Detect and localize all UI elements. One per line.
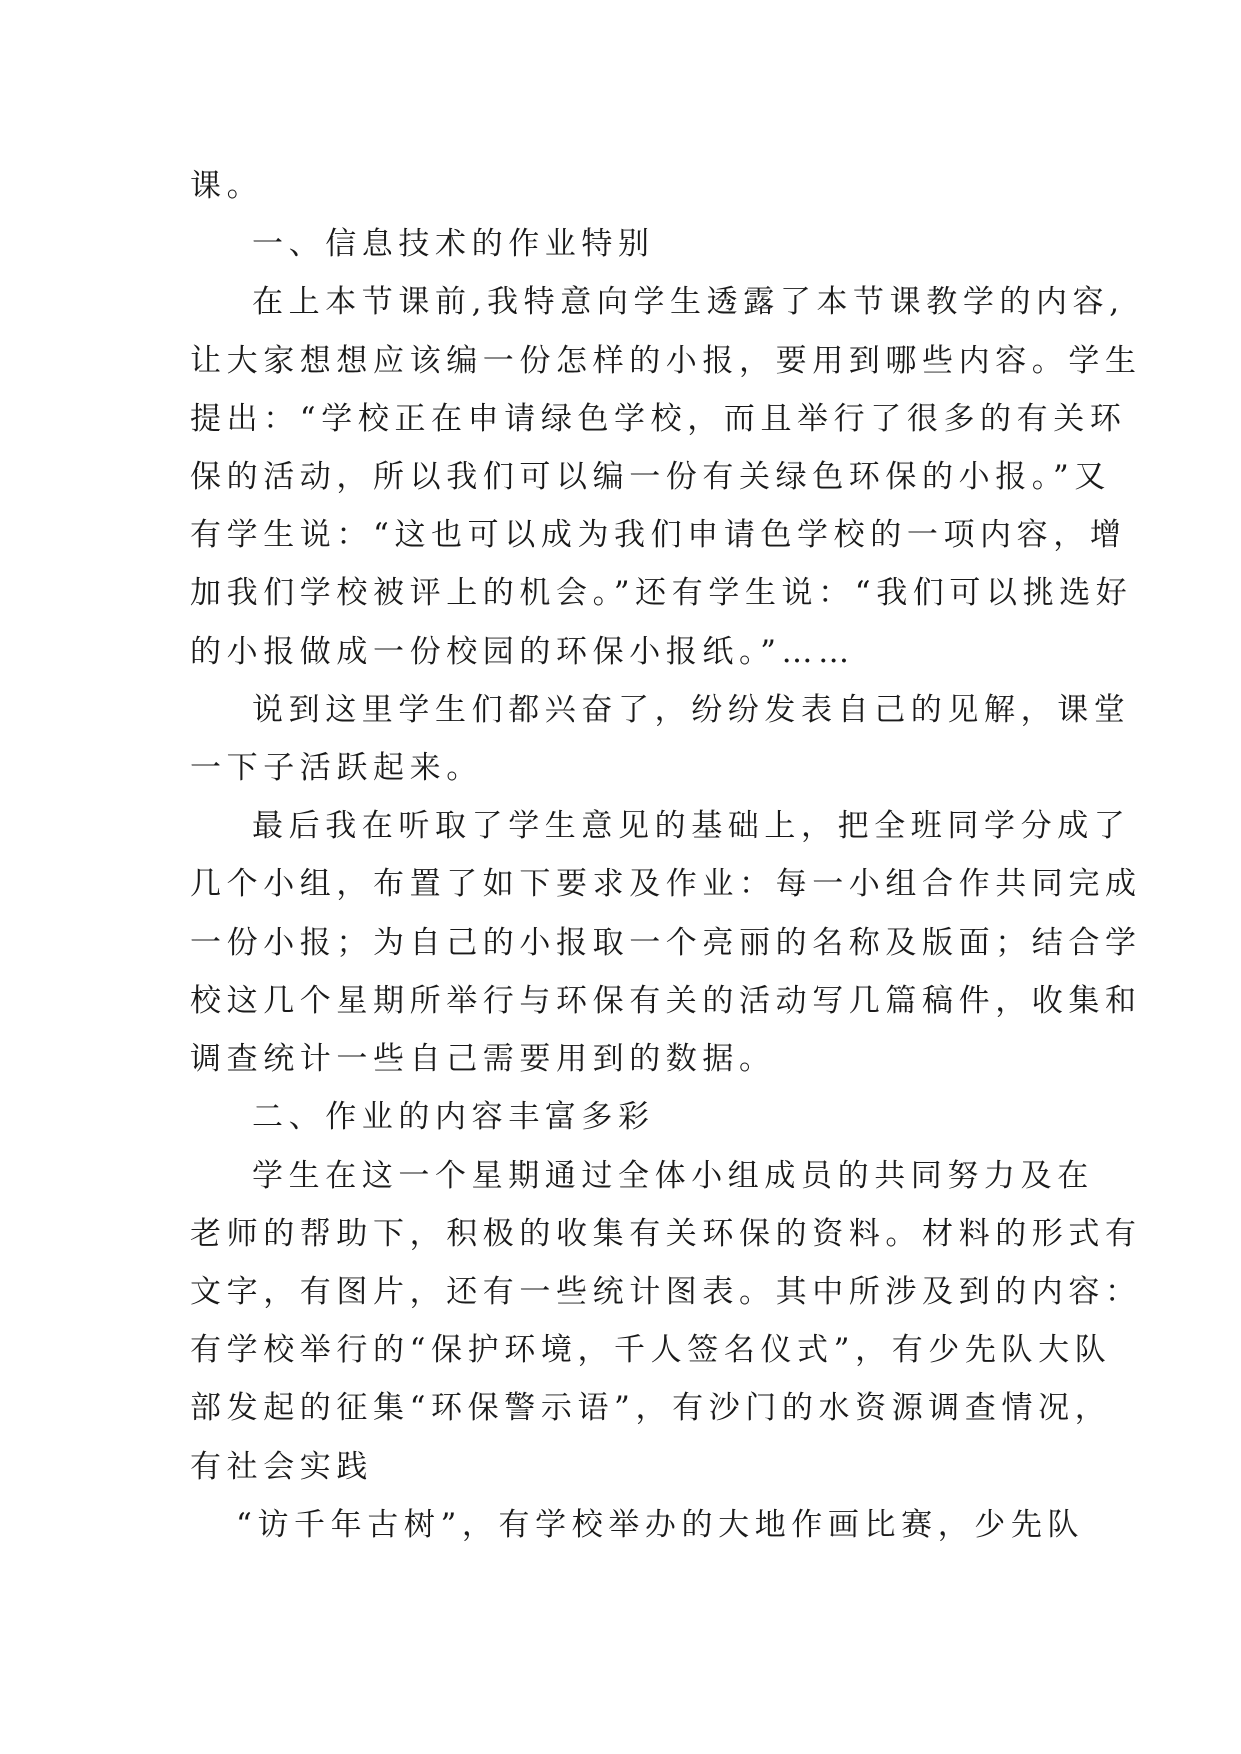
text-line: 文字，有图片，还有一些统计图表。其中所涉及到的内容： [190,1274,1142,1310]
text-line: 学生在这一个星期通过全体小组成员的共同努力及在 [252,1158,1094,1194]
text-line: 提出：“学校正在申请绿色学校，而且举行了很多的有关环 [190,401,1127,437]
text-line: 有学校举行的“保护环境，千人签名仪式”，有少先队大队 [190,1332,1112,1368]
section-heading: 二、作业的内容丰富多彩 [252,1099,655,1135]
text-line: 说到这里学生们都兴奋了，纷纷发表自己的见解，课堂 [252,692,1131,728]
text-line: 课。 [190,168,264,204]
text-line: 保的活动，所以我们可以编一份有关绿色环保的小报。”又 [190,459,1111,495]
text-line: 一下子活跃起来。 [190,750,483,786]
section-heading: 一、信息技术的作业特别 [252,226,655,262]
text-line: 加我们学校被评上的机会。”还有学生说：“我们可以挑选好 [190,575,1133,611]
text-line: 在上本节课前,我特意向学生透露了本节课教学的内容, [252,284,1125,320]
text-line: 有社会实践 [190,1449,373,1485]
text-line: “访千年古树”，有学校举办的大地作画比赛，少先队 [236,1507,1085,1543]
text-line: 几个小组，布置了如下要求及作业：每一小组合作共同完成 [190,866,1142,902]
text-line: 最后我在听取了学生意见的基础上，把全班同学分成了 [252,808,1131,844]
text-line: 有学生说：“这也可以成为我们申请色学校的一项内容，增 [190,517,1127,553]
text-line: 部发起的征集“环保警示语”，有沙门的水资源调查情况， [190,1390,1112,1426]
text-line: 调查统计一些自己需要用到的数据。 [190,1041,776,1077]
text-line: 的小报做成一份校园的环保小报纸。”…… [190,634,855,670]
text-line: 让大家想想应该编一份怎样的小报，要用到哪些内容。学生 [190,343,1142,379]
text-line: 老师的帮助下，积极的收集有关环保的资料。材料的形式有 [190,1216,1142,1252]
text-line: 一份小报；为自己的小报取一个亮丽的名称及版面；结合学 [190,925,1142,961]
text-line: 校这几个星期所举行与环保有关的活动写几篇稿件，收集和 [190,983,1142,1019]
